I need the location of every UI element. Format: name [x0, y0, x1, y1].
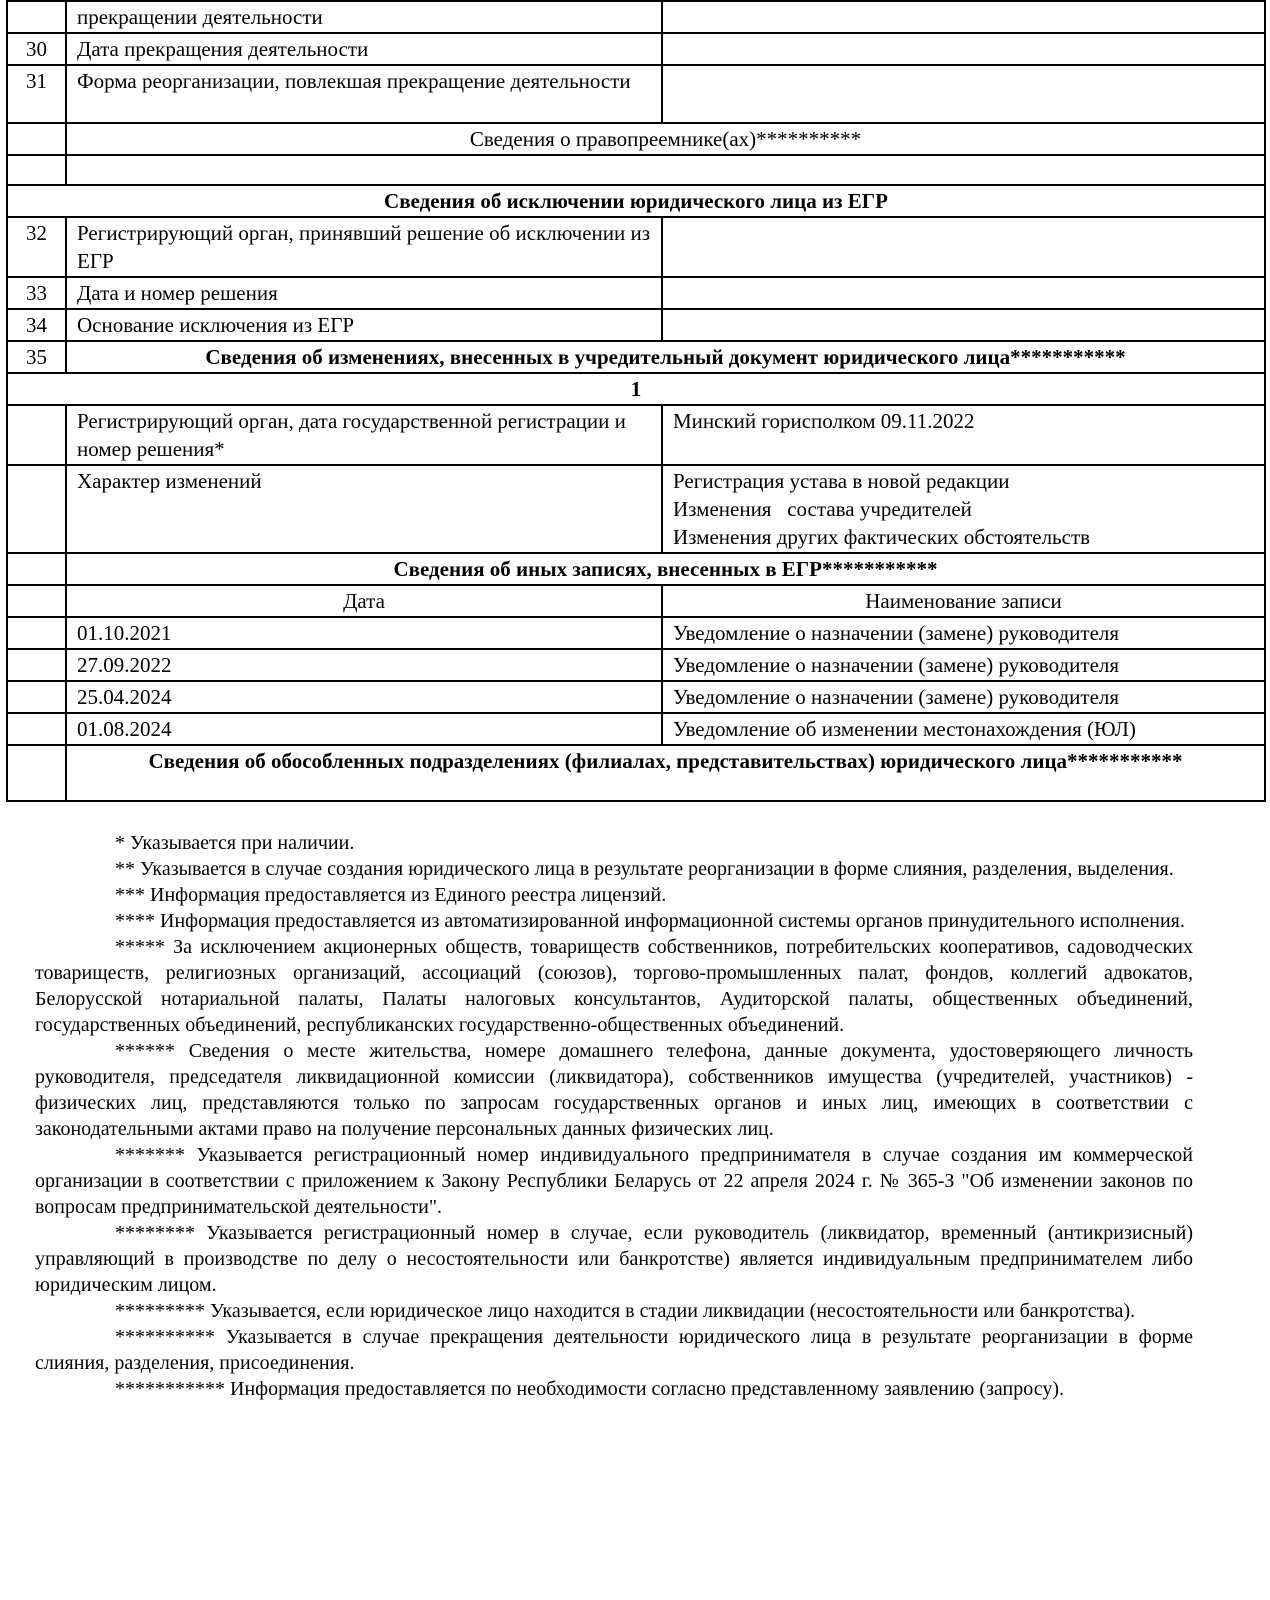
footnote: *********** Информация предоставляется по необходимости согласно представленному заявлению (запросу).: [115, 1378, 1065, 1400]
table-row: [7, 1, 1265, 33]
row-label-cell: Регистрирующий орган, принявший решение об исключении из ЕГР: [66, 217, 662, 277]
row-value-cell: [662, 33, 1265, 65]
branches-section-header: Сведения об обособленных подразделениях (филиалах, представительствах) юридического лица***********: [66, 745, 1265, 801]
record-name-cell: Уведомление о назначении (замене) руководителя: [662, 617, 1265, 649]
footnotes-section: [35, 830, 1193, 1402]
row-number-cell: 35: [7, 341, 66, 373]
row-label-cell: Регистрирующий орган, дата государственной регистрации и номер решения*: [66, 405, 662, 465]
table-row: [7, 649, 1265, 681]
table-row: [7, 745, 1265, 801]
value-line: Изменения других фактических обстоятельств: [673, 525, 1091, 549]
row-label-cell: Дата и номер решения: [66, 277, 662, 309]
table-row: [7, 155, 1265, 185]
row-label-cell: прекращении деятельности: [66, 1, 662, 33]
row-number-cell: 32: [7, 217, 66, 277]
row-label-cell: Характер изменений: [66, 465, 662, 553]
successor-section-header: Сведения о правопреемнике(ах)**********: [66, 123, 1265, 155]
row-number-cell: [7, 155, 66, 185]
value-line: Изменения состава учредителей: [673, 497, 972, 521]
row-value-cell: [662, 217, 1265, 277]
record-name-cell: Уведомление о назначении (замене) руководителя: [662, 681, 1265, 713]
row-value-cell: [662, 65, 1265, 123]
table-row: [7, 617, 1265, 649]
row-number-cell: [7, 649, 66, 681]
other-records-section-header: Сведения об иных записях, внесенных в ЕГР***********: [66, 553, 1265, 585]
row-number-cell: 31: [7, 65, 66, 123]
row-value-cell: [662, 277, 1265, 309]
table-row: [7, 713, 1265, 745]
row-number-cell: 33: [7, 277, 66, 309]
table-row: [7, 373, 1265, 405]
table-row: [7, 33, 1265, 65]
row-number-cell: [7, 617, 66, 649]
change-index-cell: 1: [7, 373, 1265, 405]
footnote: *** Информация предоставляется из Единого реестра лицензий.: [115, 884, 667, 906]
table-row: [7, 123, 1265, 155]
table-row: [7, 585, 1265, 617]
row-label-cell: Основание исключения из ЕГР: [66, 309, 662, 341]
footnote: ******* Указывается регистрационный номер индивидуального предпринимателя в случае создания им коммерческой организации в соответствии с приложением к Закону Республики Беларусь от 22 апреля 2024 г. № 365-З "Об изменении законов по вопросам предпринимательской деятельности".: [35, 1144, 1193, 1218]
record-name-cell: Уведомление о назначении (замене) руководителя: [662, 649, 1265, 681]
exclusion-section-header: Сведения об исключении юридического лица из ЕГР: [7, 185, 1265, 217]
table-row: [7, 341, 1265, 373]
row-label-cell: Форма реорганизации, повлекшая прекращение деятельности: [66, 65, 662, 123]
table-row: [7, 553, 1265, 585]
records-name-column-header: Наименование записи: [662, 585, 1265, 617]
row-value-cell: [662, 1, 1265, 33]
footnote: ***** За исключением акционерных обществ, товариществ собственников, потребительских кооперативов, садоводческих товариществ, религиозных организаций, ассоциаций (союзов), торгово-промышленных палат, фондов, коллегий адвокатов, Белорусской нотариальной палаты, Палаты налоговых консультантов, Аудиторской палаты, общественных объединений, государственных объединений, республиканских государственно-общественных объединений.: [35, 936, 1193, 1036]
table-row: [7, 217, 1265, 277]
row-number-cell: 34: [7, 309, 66, 341]
row-label-cell: Дата прекращения деятельности: [66, 33, 662, 65]
table-row: [7, 681, 1265, 713]
record-date-cell: 01.10.2021: [66, 617, 662, 649]
record-date-cell: 27.09.2022: [66, 649, 662, 681]
table-row: [7, 277, 1265, 309]
row-number-cell: [7, 1, 66, 33]
row-number-cell: [7, 745, 66, 801]
row-value-cell: [662, 465, 1265, 553]
footnote: ** Указывается в случае создания юридического лица в результате реорганизации в форме слияния, разделения, выделения.: [115, 858, 1174, 880]
row-number-cell: [7, 553, 66, 585]
row-number-cell: [7, 465, 66, 553]
footnote: * Указывается при наличии.: [115, 832, 355, 854]
table-row: [7, 405, 1265, 465]
egr-table: [6, 0, 1266, 802]
row-number-cell: [7, 585, 66, 617]
row-value-cell: [662, 309, 1265, 341]
footnote: ****** Сведения о месте жительства, номере домашнего телефона, данные документа, удостоверяющего личность руководителя, председателя ликвидационной комиссии (ликвидатора), собственников имущества (учредителей, участников) - физических лиц, представляются только по запросам государственных органов и иных лиц, имеющих в соответствии с законодательными актами право на получение персональных данных физических лиц.: [35, 1040, 1193, 1140]
row-number-cell: 30: [7, 33, 66, 65]
record-date-cell: 25.04.2024: [66, 681, 662, 713]
row-number-cell: [7, 123, 66, 155]
row-number-cell: [7, 713, 66, 745]
amendments-section-header: Сведения об изменениях, внесенных в учредительный документ юридического лица***********: [66, 341, 1265, 373]
row-number-cell: [7, 405, 66, 465]
record-name-cell: Уведомление об изменении местонахождения (ЮЛ): [662, 713, 1265, 745]
table-row: [7, 65, 1265, 123]
record-date-cell: 01.08.2024: [66, 713, 662, 745]
footnote: **** Информация предоставляется из автоматизированной информационной системы органов принудительного исполнения.: [115, 910, 1185, 932]
footnote: ********* Указывается, если юридическое лицо находится в стадии ликвидации (несостоятельности или банкротства).: [115, 1300, 1136, 1322]
empty-cell: [66, 155, 1265, 185]
value-line: Регистрация устава в новой редакции: [673, 469, 1010, 493]
footnote: ********** Указывается в случае прекращения деятельности юридического лица в результате реорганизации в форме слияния, разделения, присоединения.: [35, 1326, 1193, 1374]
row-value-cell: Минский горисполком 09.11.2022: [662, 405, 1265, 465]
row-number-cell: [7, 681, 66, 713]
records-date-column-header: Дата: [66, 585, 662, 617]
table-row: [7, 465, 1265, 553]
table-row: [7, 185, 1265, 217]
footnote: ******** Указывается регистрационный номер в случае, если руководитель (ликвидатор, временный (антикризисный) управляющий в производстве по делу о несостоятельности или банкротстве) является индивидуальным предпринимателем либо юридическим лицом.: [35, 1222, 1193, 1296]
table-row: [7, 309, 1265, 341]
